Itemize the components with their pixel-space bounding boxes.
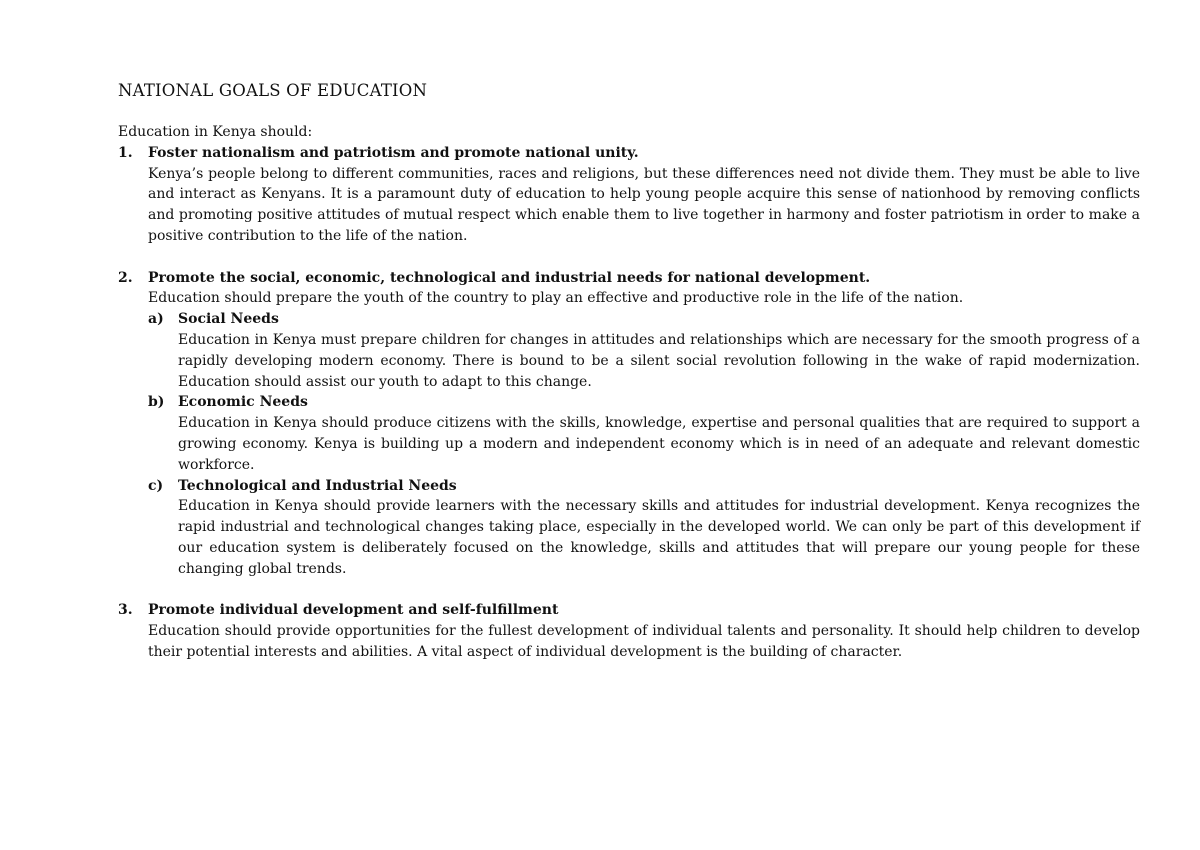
goal-number: 1. xyxy=(118,144,133,161)
subitem-text: Education in Kenya should produce citizens with the skills, knowledge, expertise and personal qualities that are required to support a growing economy. Kenya is building up a modern and independent economy which is in need of an adequate and relevant domestic workforce. xyxy=(178,415,1140,473)
subitem-letter: c) xyxy=(148,477,164,494)
subitem-letter: b) xyxy=(148,394,165,411)
subitem-heading xyxy=(148,309,1140,330)
goal-number: 2. xyxy=(118,269,133,286)
subitem-text: Education in Kenya must prepare children for changes in attitudes and relationships which are necessary for the smooth progress of a rapidly developing modern economy. There is bound to be a silent social revolution following in the wake of rapid modernization. Education should assist our youth to adapt to this change. xyxy=(178,331,1140,390)
goal-3 xyxy=(118,600,1140,662)
goal-text: Kenya’s people belong to different communities, races and religions, but these differences need not divide them. They must be able to live and interact as Kenyans. It is a paramount duty of education to help young people acquire this sense of nationhood by removing conflicts and promoting positive attitudes of mutual respect which enable them to live together in harmony and foster patriotism in order to make a positive contribution to the life of the nation. xyxy=(148,165,1140,244)
goal-text: Education should prepare the youth of the country to play an effective and productive role in the life of the nation. xyxy=(148,290,964,307)
goal-body xyxy=(148,621,1140,663)
goal-1 xyxy=(118,143,1140,247)
goal-heading xyxy=(118,143,1140,164)
subitem-technological-needs xyxy=(148,476,1140,580)
document-title: NATIONAL GOALS OF EDUCATION xyxy=(118,81,428,100)
subitem-text: Education in Kenya should provide learners with the necessary skills and attitudes for industrial development. Kenya recognizes the rapid industrial and technological changes taking place, especially in the developed world. We can only be part of this development if our education system is deliberately focused on the knowledge, skills and attitudes that will prepare our young people for these changing global trends. xyxy=(178,498,1140,577)
goal-heading xyxy=(118,268,1140,289)
subitem-social-needs xyxy=(148,309,1140,392)
subitem-heading-text: Economic Needs xyxy=(178,394,308,411)
document-page xyxy=(118,80,1140,663)
goal-heading xyxy=(118,600,1140,621)
subitem-heading xyxy=(148,476,1140,497)
subitem-body xyxy=(178,330,1140,392)
goal-text: Education should provide opportunities for the fullest development of individual talents and personality. It should help children to develop their potential interests and abilities. A vital aspect of individual development is the building of character. xyxy=(148,623,1140,660)
goal-heading-text: Foster nationalism and patriotism and promote national unity. xyxy=(148,144,639,161)
intro-text: Education in Kenya should: xyxy=(118,124,313,140)
goal-body xyxy=(148,288,1140,309)
subitem-body xyxy=(178,413,1140,475)
goal-heading-text: Promote individual development and self-fulfillment xyxy=(148,602,559,619)
subitem-body xyxy=(178,496,1140,579)
goal-body xyxy=(148,164,1140,247)
goal-heading-text: Promote the social, economic, technological and industrial needs for national development. xyxy=(148,269,871,286)
subitem-heading-text: Technological and Industrial Needs xyxy=(178,477,457,494)
subitem-heading-text: Social Needs xyxy=(178,311,279,328)
subitem-heading xyxy=(148,392,1140,413)
goal-2 xyxy=(118,268,1140,580)
subitem-letter: a) xyxy=(148,311,164,328)
subitem-economic-needs xyxy=(148,392,1140,475)
goal-number: 3. xyxy=(118,602,133,619)
